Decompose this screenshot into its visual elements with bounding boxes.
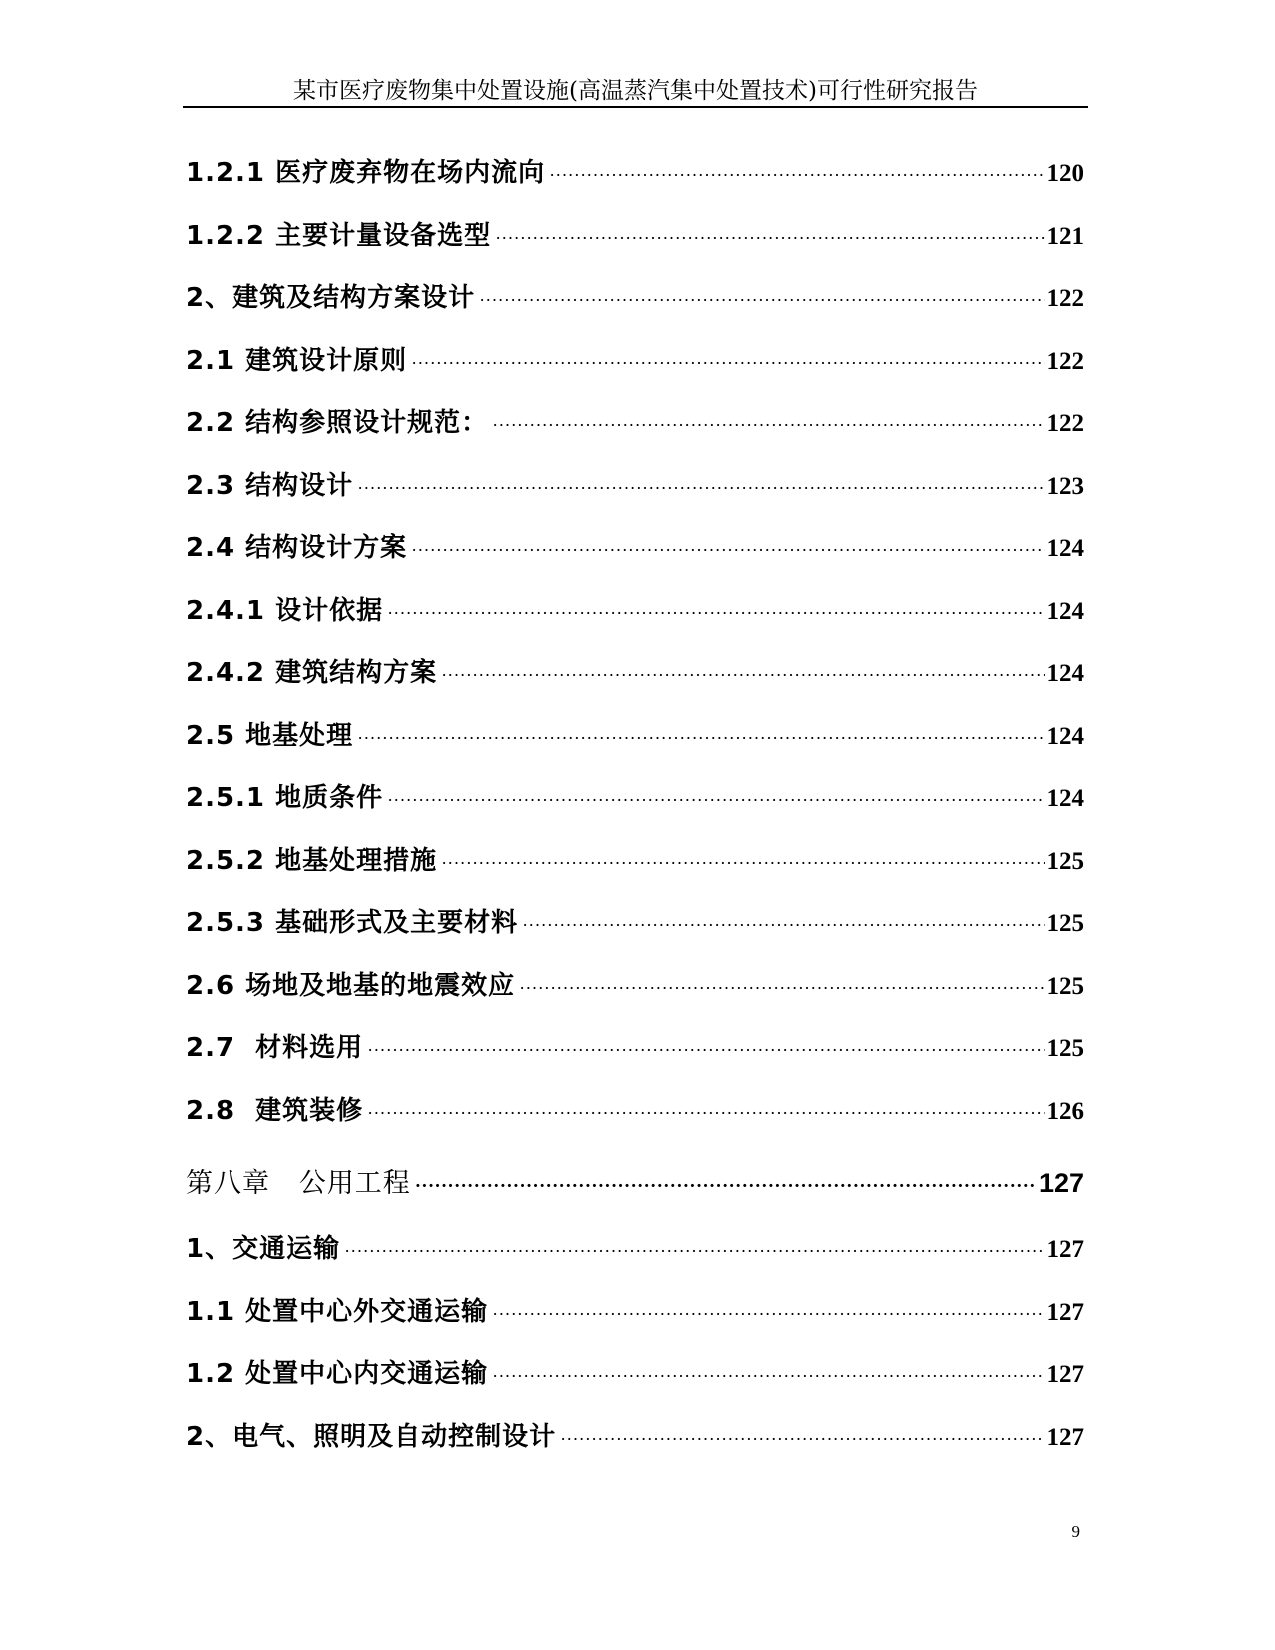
toc-entry[interactable] [186, 580, 1084, 643]
toc-dot-leader [560, 1408, 1044, 1471]
toc-entry-title: 1.2.2 主要计量设备选型 [186, 220, 492, 251]
toc-page-number: 122 [1046, 410, 1084, 437]
toc-page-number: 124 [1046, 535, 1084, 562]
toc-entry[interactable] [186, 205, 1084, 268]
page-number: 9 [1071, 1522, 1080, 1541]
toc-dot-leader [479, 269, 1044, 332]
toc-entry[interactable] [186, 642, 1084, 705]
toc-dot-leader [522, 894, 1044, 957]
toc-entry-title: 1.1 处置中心外交通运输 [186, 1296, 489, 1327]
toc-entry[interactable] [186, 455, 1084, 518]
toc-page-number: 127 [1046, 1236, 1084, 1263]
toc-page-number: 124 [1046, 660, 1084, 687]
toc-page-number: 127 [1038, 1168, 1084, 1198]
toc-page-number: 120 [1046, 160, 1084, 187]
toc-entry-title: 2.8 建筑装修 [186, 1095, 364, 1126]
toc-entry-title: 2.5.1 地质条件 [186, 783, 384, 813]
toc-dot-leader [411, 519, 1044, 582]
toc-page-number: 124 [1046, 597, 1084, 625]
toc-page-number: 127 [1046, 1298, 1084, 1326]
toc-entry-title: 2、建筑及结构方案设计 [186, 283, 476, 313]
toc-entry-title: 1.2 处置中心内交通运输 [186, 1359, 489, 1389]
toc-entry[interactable] [186, 392, 1084, 455]
toc-dot-leader [495, 207, 1044, 270]
toc-dot-leader [367, 1082, 1044, 1145]
toc-entry-title: 2.5.3 基础形式及主要材料 [186, 908, 519, 938]
toc-page-number: 125 [1046, 847, 1084, 875]
toc-page-number: 124 [1046, 785, 1084, 812]
toc-entry-title: 1.2.1 医疗废弃物在场内流向 [186, 158, 546, 188]
toc-entry[interactable] [186, 705, 1084, 768]
toc-entry-title: 1、交通运输 [186, 1234, 341, 1264]
toc-entry-title: 2、电气、照明及自动控制设计 [186, 1421, 557, 1452]
toc-entry[interactable] [186, 330, 1084, 393]
toc-page-number: 125 [1046, 1035, 1084, 1062]
toc-dot-leader [387, 769, 1044, 832]
toc-entry-title: 2.5 地基处理 [186, 720, 354, 751]
toc-page-number: 125 [1046, 910, 1084, 937]
toc-dot-leader [492, 1345, 1044, 1408]
toc-entry[interactable] [186, 1281, 1084, 1344]
header-divider [183, 106, 1088, 108]
toc-dot-leader [441, 644, 1044, 707]
toc-dot-leader [357, 457, 1044, 520]
toc-entry[interactable] [186, 1080, 1084, 1143]
toc-dot-leader [492, 1283, 1044, 1346]
toc-page-number: 127 [1046, 1361, 1084, 1388]
toc-dot-leader [415, 1152, 1037, 1222]
toc-entry-title: 2.7 材料选用 [186, 1033, 364, 1063]
toc-page-number: 121 [1046, 222, 1084, 250]
toc-entry[interactable] [186, 517, 1084, 580]
toc-dot-leader [344, 1220, 1044, 1283]
toc-entry[interactable] [186, 1343, 1084, 1406]
toc-dot-leader [357, 707, 1044, 770]
toc-entry-title: 2.6 场地及地基的地震效应 [186, 970, 516, 1001]
toc-entry-title: 2.4 结构设计方案 [186, 533, 408, 563]
toc-dot-leader [367, 1019, 1044, 1082]
toc-entry-title: 2.5.2 地基处理措施 [186, 845, 438, 876]
toc-entry-title: 2.1 建筑设计原则 [186, 345, 408, 376]
toc-entry[interactable] [186, 1218, 1084, 1281]
toc-page-number: 124 [1046, 722, 1084, 750]
page-header-title: 某市医疗废物集中处置设施(高温蒸汽集中处置技术)可行性研究报告 [293, 78, 978, 104]
toc-entry-title: 2.4.2 建筑结构方案 [186, 658, 438, 688]
toc-chapter-entry[interactable] [186, 1148, 1084, 1218]
toc-entry-title: 2.3 结构设计 [186, 470, 354, 501]
toc-page-number: 123 [1046, 472, 1084, 500]
toc-entry[interactable] [186, 267, 1084, 330]
toc-dot-leader [549, 144, 1044, 207]
toc-entry[interactable] [186, 892, 1084, 955]
toc-dot-leader [411, 332, 1044, 395]
toc-page-number: 125 [1046, 972, 1084, 1000]
toc-entry[interactable] [186, 1406, 1084, 1469]
toc-dot-leader [387, 582, 1044, 645]
toc-entry[interactable] [186, 830, 1084, 893]
toc-page-number: 127 [1046, 1423, 1084, 1451]
table-of-contents [186, 142, 1084, 1468]
toc-entry-title: 2.2 结构参照设计规范： [186, 408, 489, 438]
toc-dot-leader [519, 957, 1044, 1020]
toc-page-number: 126 [1046, 1097, 1084, 1125]
toc-entry[interactable] [186, 767, 1084, 830]
toc-chapter-title: 第八章 公用工程 [186, 1168, 411, 1199]
toc-entry-title: 2.4.1 设计依据 [186, 595, 384, 626]
toc-page-number: 122 [1046, 285, 1084, 312]
toc-entry[interactable] [186, 1017, 1084, 1080]
toc-entry[interactable] [186, 955, 1084, 1018]
toc-entry[interactable] [186, 142, 1084, 205]
toc-dot-leader [441, 832, 1044, 895]
toc-dot-leader [492, 394, 1044, 457]
toc-page-number: 122 [1046, 347, 1084, 375]
